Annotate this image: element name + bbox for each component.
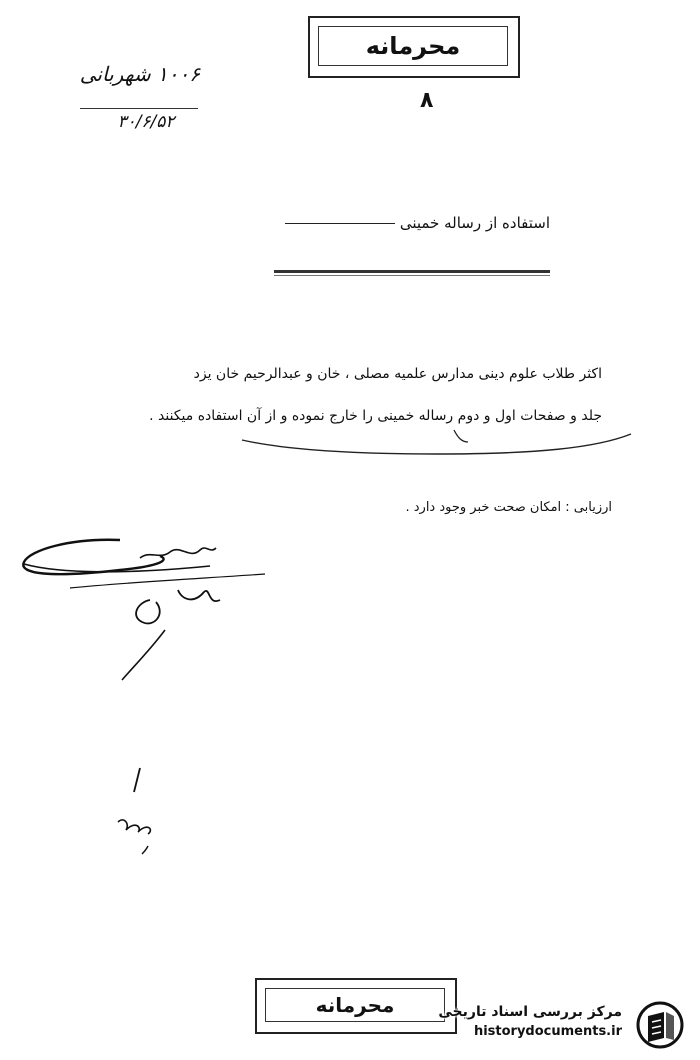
classification-stamp-bottom-text: محرمانه — [265, 988, 445, 1022]
classification-stamp-top — [308, 16, 520, 78]
document-title — [210, 214, 550, 232]
handwritten-divider — [80, 108, 198, 109]
body-paragraph-line-2: جلد و صفحات اول و دوم رساله خمینی را خارج نموده و از آن استفاده میکنند . — [149, 408, 602, 424]
watermark-title: مرکز بررسی اسناد تاریخی — [438, 1004, 622, 1020]
title-rule-thin — [274, 275, 550, 276]
archive-logo-icon — [634, 1000, 686, 1050]
handwritten-signature — [10, 530, 280, 690]
classification-stamp-text: محرمانه — [318, 26, 508, 66]
evaluation-note: ارزیابی : امکان صحت خبر وجود دارد . — [405, 500, 612, 515]
watermark-url: historydocuments.ir — [473, 1024, 622, 1039]
handwritten-reference: ۱۰۰۶ شهربانی — [79, 62, 200, 86]
page-number: ۸ — [420, 88, 434, 113]
handwritten-underline — [236, 428, 636, 464]
classification-stamp-bottom — [255, 978, 457, 1034]
watermark — [440, 998, 692, 1052]
handwritten-date: ۳۰/۶/۵۲ — [117, 112, 175, 132]
handwritten-initials — [108, 762, 188, 862]
document-title-text: استفاده از رساله خمینی — [399, 214, 550, 232]
title-rule — [274, 270, 550, 273]
body-paragraph-line-1: اکثر طلاب علوم دینی مدارس علمیه مصلی ، خان و عبدالرحیم خان یزد — [193, 366, 602, 382]
